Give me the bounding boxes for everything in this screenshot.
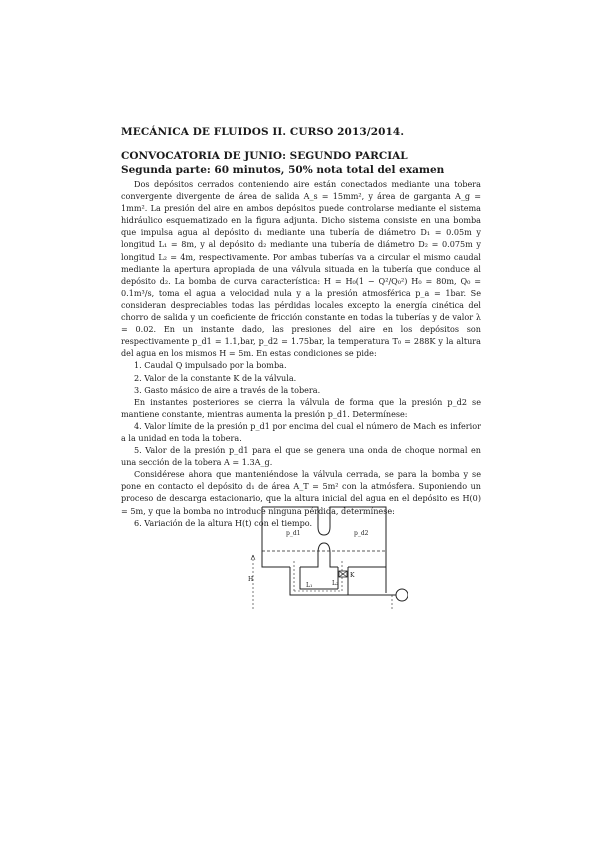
session-heading: CONVOCATORIA DE JUNIO: SEGUNDO PARCIAL (121, 150, 408, 162)
problem-statement (121, 178, 481, 529)
question-item: 4. Valor límite de la presión p_d1 por encima del cual el número de Mach es inferior a la unidad en toda la tobera. (121, 420, 481, 443)
tank-d1-left-wall (262, 507, 290, 567)
label-h: H (248, 576, 254, 583)
paragraph-2: En instantes posteriores se cierra la válvula de forma que la presión p_d2 se mantiene constante, mientras aumenta la presión p_d1. Determínese: (121, 396, 481, 419)
question-item: 2. Valor de la constante K de la válvula. (134, 372, 297, 383)
questions-list-b (121, 420, 481, 468)
part-heading: Segunda parte: 60 minutos, 50% nota total del examen (121, 164, 445, 176)
label-pd1: p_d1 (286, 530, 301, 537)
label-l1: L₁ (306, 582, 313, 589)
label-pd2: p_d2 (354, 530, 369, 537)
tank-bottom-inner (300, 543, 338, 567)
tank-d1-outline (262, 507, 386, 593)
intro-paragraph: Dos depósitos cerrados conteniendo aire están conectados mediante una tobera convergente divergente de área de salida A_s = 15mm², y área de garganta A_g = 1mm². La presión del aire en ambos depósitos puede controlarse mediante el sistema hidráulico esquematizado en la figura adjunta. Dicho sistema consiste en una bomba que impulsa agua al depósito d₁ mediante una tubería de diámetro D₁ = 0.05m y longitud L₁ = 8m, y al depósito d₂ mediante una tubería de diámetro D₂ = 0.075m y longitud L₂ = 4m, respectivamente. Por ambas tuberías va a circular el mismo caudal mediante la apertura apropiada de una válvula situada en la tubería que conduce al depósito d₂. La bomba de curva característica: H = H₀(1 − Q²/Q₀²) H₀ = 80m, Q₀ = 0.1m³/s, toma el agua a velocidad nula y a la presión atmosférica p_a = 1bar. Se consideran despreciables todas las pérdidas locales excepto la energía cinética del chorro de salida y un coeficiente de fricción constante en todas la tuberías y de valor λ = 0.02. En un instante dado, las presiones del aire en los depósitos son respectivamente p_d1 = 1.1,bar, p_d2 = 1.75bar, la temperatura T₀ = 288K y la altura del agua en los mismos H = 5m. En estas condiciones se pide: (121, 179, 481, 359)
page-title: MECÁNICA DE FLUIDOS II. CURSO 2013/2014. (121, 126, 405, 138)
question-item: 3. Gasto másico de aire a través de la tobera. (134, 384, 321, 395)
questions-list-a (121, 359, 481, 395)
label-l2: L₂ (332, 580, 339, 587)
question-item: 6. Variación de la altura H(t) con el tiempo. (134, 517, 313, 528)
paragraph-3: Considérese ahora que manteniéndose la válvula cerrada, se para la bomba y se pone en contacto el depósito d₁ de área A_T = 5m² con la atmósfera. Suponiendo un proceso de descarga estacionario, que la altura inicial del agua en el depósito es H(0) = 5m, y que la bomba no introduce ninguna pérdida, determínese: (121, 469, 481, 516)
hydraulic-system-figure (248, 505, 408, 609)
question-item: 5. Valor de la presión p_d1 para el que se genera una onda de choque normal en una sección de la tobera A = 1.3A_g. (121, 445, 481, 468)
label-k: K (350, 572, 355, 579)
question-item: 1. Caudal Q impulsado por la bomba. (134, 360, 287, 371)
pump-icon (396, 589, 408, 601)
